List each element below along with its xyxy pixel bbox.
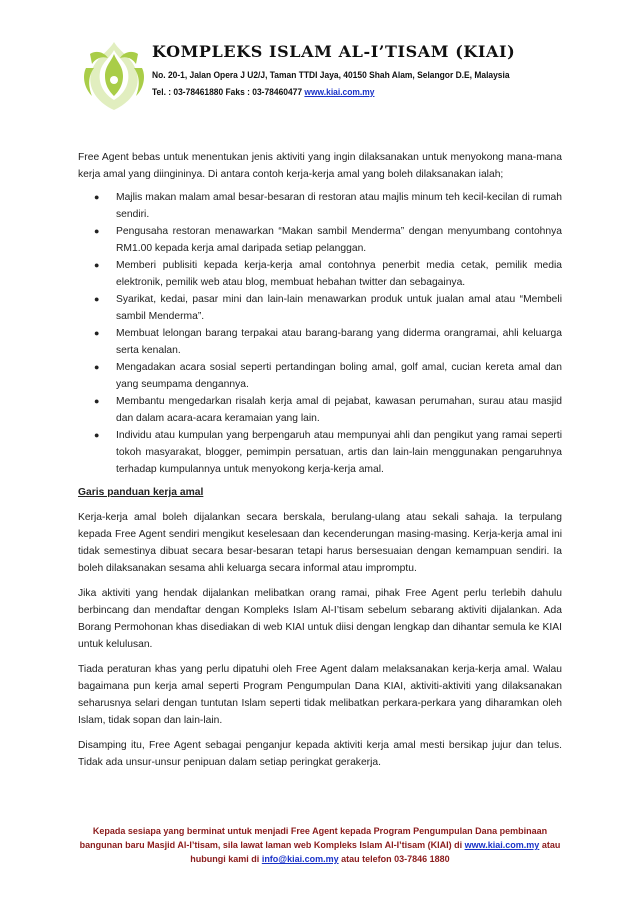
guideline-paragraph-2: Jika aktiviti yang hendak dijalankan melibatkan orang ramai, pihak Free Agent perlu terlebih dahulu berbincang dan mendaftar dengan Kompleks Islam Al-I’tisam sebelum sebarang aktiviti dijalankan. Ada Borang Permohonan khas disediakan di web KIAI untuk diisi dengan lengkap dan dihantar semula ke KIAI untuk kelulusan.: [78, 588, 562, 650]
contact-line: [152, 87, 374, 98]
list-item: ● Mengadakan acara sosial seperti pertandingan boling amal, golf amal, cucian kereta amal dan yang seumpama dengannya.: [78, 359, 562, 393]
list-item: ● Majlis makan malam amal besar-besaran di restoran atau majlis minum teh kecil-kecilan di rumah sendiri.: [78, 189, 562, 223]
org-name: KOMPLEKS ISLAM AL-I’TISAM (KIAI): [152, 42, 516, 61]
list-item: ● Membantu mengedarkan risalah kerja amal di pejabat, kawasan perumahan, surau atau masjid dan dalam acara-acara keramaian yang lain.: [78, 393, 562, 427]
mosque-dome-logo-icon: [78, 40, 150, 112]
bullet-icon: ●: [94, 362, 100, 372]
guideline-paragraph-4: Disamping itu, Free Agent sebagai penganjur kepada aktiviti kerja amal mesti bersikap jujur dan telus. Tidak ada unsur-unsur penipuan dalam setiap peringkat gerakerja.: [78, 740, 562, 768]
bullet-icon: ●: [94, 294, 100, 304]
bullet-icon: ●: [94, 192, 100, 202]
footer-text-3: atau telefon 03-7846 1880: [341, 854, 450, 864]
footer-website-link[interactable]: www.kiai.com.my: [464, 840, 540, 850]
bullet-icon: ●: [94, 328, 100, 338]
guideline-paragraph-3: Tiada peraturan khas yang perlu dipatuhi oleh Free Agent dalam melaksanakan kerja-kerja amal. Walau bagaimana pun kerja amal seperti Program Pengumpulan Dana KIAI, aktiviti-aktiviti yang dilaksanakan seharusnya selari dengan tuntutan Islam seperti tidak melibatkan perkara-perkara yang diharamkan oleh Islam, tidak sopan dan lain-lain.: [78, 664, 562, 726]
section-heading: Garis panduan kerja amal: [78, 487, 204, 498]
footer-note: [78, 824, 562, 866]
intro-paragraph: Free Agent bebas untuk menentukan jenis aktiviti yang ingin dilaksanakan untuk menyokong mana-mana kerja amal yang diingininya. Di antara contoh kerja-kerja amal yang boleh dilaksanakan ialah;: [78, 152, 562, 180]
footer-text-1: Kepada sesiapa yang berminat untuk menjadi Free Agent kepada Program Pengumpulan Dana pembinaan bangunan baru Masjid Al-I’tisam, sila lawat laman web Kompleks Islam Al-I’tisam (KIAI) di: [79, 826, 548, 850]
list-item: ● Individu atau kumpulan yang berpengaruh atau mempunyai ahli dan pengikut yang ramai seperti tokoh masyarakat, blogger, pemimpin persatuan, artis dan lain-lain menggunakan pengaruhnya terhadap kumpulannya untuk menyokong kerja-kerja amal.: [78, 427, 562, 478]
org-address: No. 20-1, Jalan Opera J U2/J, Taman TTDI Jaya, 40150 Shah Alam, Selangor D.E, Malaysia: [152, 70, 510, 81]
bullet-icon: ●: [94, 226, 100, 236]
bullet-icon: ●: [94, 396, 100, 406]
list-item: ● Membuat lelongan barang terpakai atau barang-barang yang diderma orangramai, ahli keluarga serta kenalan.: [78, 325, 562, 359]
tel-fax-text: Tel. : 03-78461880 Faks : 03-78460477: [152, 87, 303, 98]
bullet-icon: ●: [94, 260, 100, 270]
footer-email-link[interactable]: info@kiai.com.my: [261, 854, 339, 864]
list-item: ● Pengusaha restoran menawarkan “Makan sambil Menderma” dengan menyumbang contohnya RM1.00 kepada kerja amal daripada setiap pelanggan.: [78, 223, 562, 257]
footer-text-2: atau hubungi kami di: [190, 840, 561, 864]
list-item: ● Memberi publisiti kepada kerja-kerja amal contohnya penerbit media cetak, pemilik media elektronik, pemilik web atau blog, membuat hebahan twitter dan sebagainya.: [78, 257, 562, 291]
document-body: [78, 149, 562, 779]
list-item: ● Syarikat, kedai, pasar mini dan lain-lain menawarkan produk untuk jualan amal atau “Membeli sambil Menderma”.: [78, 291, 562, 325]
bullet-icon: ●: [94, 430, 100, 440]
header-website-link[interactable]: www.kiai.com.my: [304, 87, 375, 98]
activity-list: [78, 189, 562, 478]
guideline-paragraph-1: Kerja-kerja amal boleh dijalankan secara berskala, berulang-ulang atau sekali sahaja. Ia terpulang kepada Free Agent sendiri mengikut keselesaan dan kecenderungan masing-masing. Kerja-kerja amal ini tidak semestinya dibuat secara besar-besaran tetapi harus bersesuaian dengan kemampuan sendiri. Ia boleh dilaksanakan sesama ahli keluarga secara informal atau impromptu.: [78, 512, 562, 574]
